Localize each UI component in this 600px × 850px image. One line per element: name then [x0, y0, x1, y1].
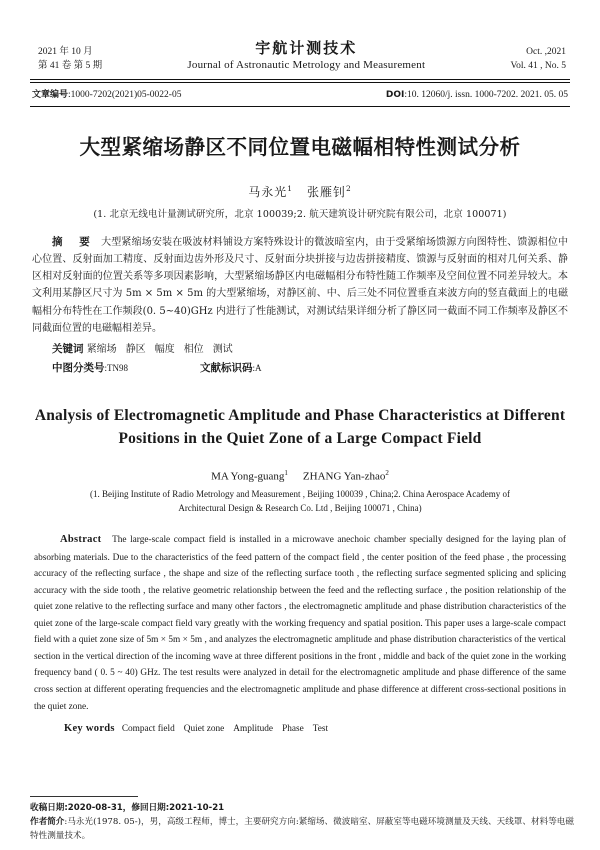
- masthead-issue-en: [510, 45, 570, 74]
- authors-en: [30, 469, 570, 483]
- author-cn-2: 张雁钊: [307, 184, 347, 199]
- author-cn-1-affil-marker: 1: [287, 183, 293, 193]
- masthead-divider: [30, 79, 570, 83]
- keyword-en-item: Quiet zone: [183, 724, 225, 735]
- keywords-cn: [30, 340, 570, 359]
- affiliation-en-line-1: (1. Beijing Institute of Radio Metrology and Measurement , Beijing 100039 , China;2. China Aerospace Academy of: [90, 489, 510, 500]
- masthead-volume-cn: 第 41 卷 第 5 期: [38, 61, 103, 72]
- footnote-bio-label: 作者简介: [30, 817, 65, 828]
- doi: [386, 88, 568, 103]
- keyword-cn-item: 测试: [212, 343, 233, 355]
- keywords-en-terms: [122, 724, 337, 734]
- masthead: [30, 38, 570, 78]
- masthead-date-cn: 2021 年 10 月: [38, 47, 93, 58]
- keyword-cn-item: 幅度: [154, 343, 175, 355]
- keyword-cn-item: 紧缩场: [86, 343, 117, 355]
- masthead-journal-names: [102, 38, 510, 74]
- abstract-en-text: The large-scale compact field is installed in a microwave anechoic chamber specially designed for the laying plan of absorbing materials. Due to the characteristics of the feed pattern of the compact field , the center position of the feed phase , the processing accuracy of the reflecting surface , the shape and size of the reflecting surface tooth , the reflecting surface segmented splicing and splicing accuracy with the side tooth , the relative geometric relationship between the feed and the reflecting surface , the position relationship of the quiet zone relative to the reflecting surface and many other factors , the electromagnetic amplitude and phase distribution characteristics of the quiet zone of the large-scale compact field vary greatly with the working frequency and spatial position. This paper uses a large-scale compact field with a quiet zone size of 5m × 5m × 5m , and analyzes the electromagnetic amplitude and phase distribution characteristics of the vertical section in the vertical direction of the incoming wave at three different positions in the front , middle and back of the quiet zone in the working frequency band ( 0. 5 ~ 40) GHz. The test results were analyzed in detail for the electromagnetic amplitude and phase difference of the same cross section at different operating frequencies and the electromagnetic amplitude and phase difference at different cross-sectional positions in the quiet zone.: [34, 534, 566, 712]
- footnote-dates: [30, 802, 574, 816]
- keywords-cn-terms: [87, 344, 242, 355]
- abstract-en: [30, 531, 570, 715]
- article-number-label: 文章编号: [32, 89, 69, 100]
- masthead-date-en: Oct. ,2021: [526, 47, 566, 58]
- keyword-cn-item: 相位: [183, 343, 204, 355]
- author-en-2-affil-marker: 2: [385, 469, 389, 478]
- author-cn-2-affil-marker: 2: [346, 183, 352, 193]
- keyword-en-item: Compact field: [121, 724, 175, 735]
- page-title-en: Analysis of Electromagnetic Amplitude and Phase Characteristics at Different Positions in the Quiet Zone of a Large Compact Field: [34, 406, 566, 448]
- keywords-cn-label: 关键词: [52, 342, 84, 355]
- keyword-en-item: Phase: [282, 724, 304, 735]
- author-en-1-affil-marker: 1: [284, 469, 288, 478]
- keyword-en-item: Test: [312, 724, 329, 735]
- affiliation-en: [30, 488, 570, 516]
- abstract-cn-label: 摘 要: [52, 235, 93, 248]
- abstract-en-label: Abstract: [60, 533, 102, 545]
- clc-label: 中图分类号: [52, 361, 105, 374]
- abstract-cn-text: 大型紧缩场安装在吸波材料铺设方案特殊设计的微波暗室内，由于受紧缩场馈源方向图特性、馈源相位中心位置、反射面加工精度、反射面边齿外形及尺寸、反射面分块拼接与边齿拼接精度、馈源与反射面的相对几何关系、静区相对反射面的位置关系等多项因素影响，大型紧缩场静区内电磁幅相分布特性随工作频率及空间位置不同差异较大。本文利用某静区尺寸为 5m × 5m × 5m 的大型紧缩场，对静区前、中、后三处不同位置垂直来波方向的竖直截面上的电磁幅相分布特性在工作频段(0. 5~40)GHz 内进行了性能测试，对测试结果详细分析了静区同一截面不同工作频率及静区不同截面位置的电磁幅相差异。: [32, 236, 569, 334]
- classification-line: [30, 359, 570, 378]
- page-title-cn: 大型紧缩场静区不同位置电磁幅相特性测试分析: [79, 135, 521, 160]
- journal-title-en: Journal of Astronautic Metrology and Measurement: [187, 59, 426, 72]
- abstract-cn: [30, 233, 570, 337]
- authors-cn: [30, 183, 570, 200]
- author-en-2: ZHANG Yan-zhao: [302, 471, 386, 484]
- keyword-cn-item: 静区: [125, 343, 146, 355]
- footnote-divider: [30, 796, 138, 797]
- author-en-1: MA Yong-guang: [211, 471, 285, 484]
- document-code-value: :A: [252, 362, 262, 373]
- article-number: [32, 88, 181, 103]
- keywords-en: [30, 720, 570, 739]
- affiliation-cn: (1. 北京无线电计量测试研究所，北京 100039;2. 航天建筑设计研究院有限公司，北京 100071): [93, 208, 507, 220]
- footnote-author-bio: [30, 816, 574, 844]
- identifier-divider: [30, 106, 570, 107]
- footnote-bio-text: :马永光(1978. 05-)，男，高级工程师，博士，主要研究方向:紧缩场、微波暗室、屏蔽室等电磁环境测量及天线、天线罩、材料等电磁特性测量技术。: [30, 817, 574, 842]
- affiliation-en-line-2: Architectural Design & Research Co. Ltd , Beijing 100071 , China): [178, 503, 422, 513]
- footnote-block: [30, 796, 574, 844]
- footnote-dates-text: 收稿日期:2020-08-31，修回日期:2021-10-21: [30, 803, 225, 814]
- article-number-value: :1000-7202(2021)05-0022-05: [68, 89, 182, 100]
- masthead-volume-en: Vol. 41 , No. 5: [510, 61, 566, 72]
- keyword-en-item: Amplitude: [233, 724, 274, 735]
- document-code-label: 文献标识码: [200, 361, 253, 374]
- masthead-issue-cn: [30, 45, 102, 74]
- identifier-line: [30, 88, 570, 107]
- doi-label: DOI: [385, 89, 405, 100]
- keywords-en-label: Key words: [64, 723, 115, 735]
- journal-title-cn: 宇航计测技术: [255, 39, 358, 57]
- author-cn-1: 马永光: [248, 184, 288, 199]
- clc-value: :TN98: [104, 362, 128, 373]
- doi-value: :10. 12060/j. issn. 1000-7202. 2021. 05. 05: [404, 89, 568, 100]
